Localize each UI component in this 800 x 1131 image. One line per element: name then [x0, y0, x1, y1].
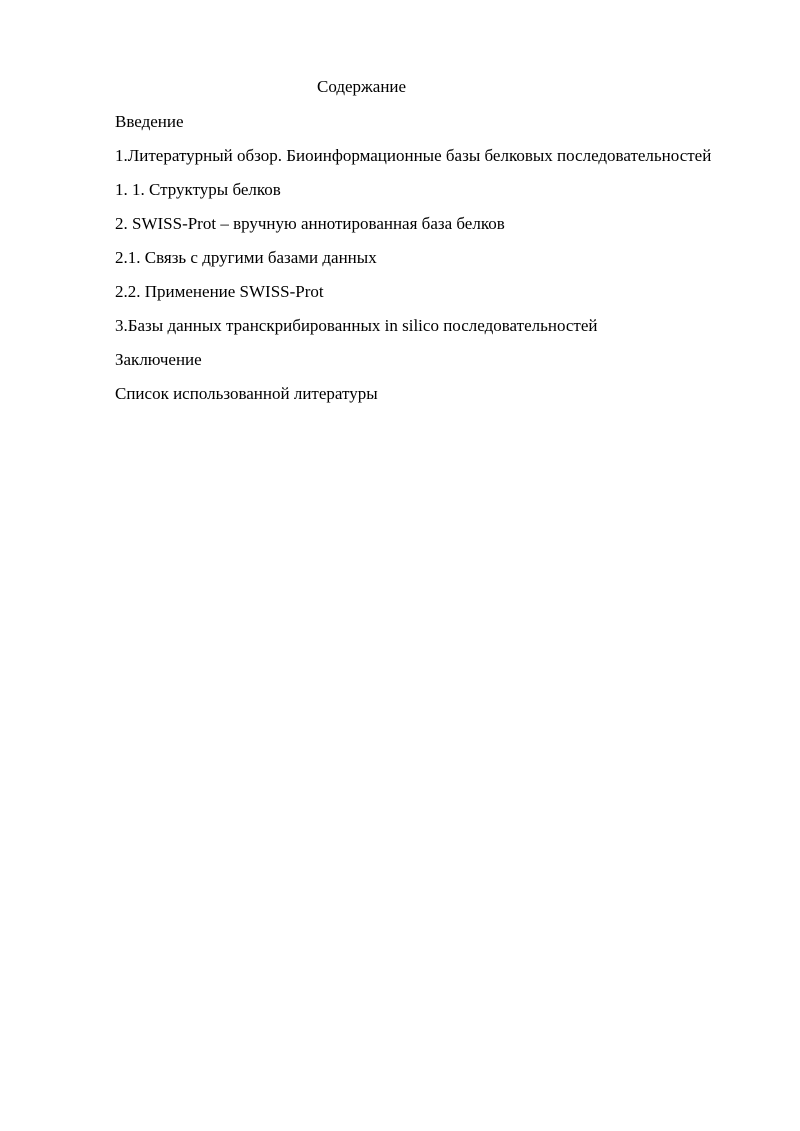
toc-entry-swiss-prot-usage: 2.2. Применение SWISS-Prot — [115, 282, 324, 301]
toc-entry-in-silico-databases: 3.Базы данных транскрибированных in silico последовательностей — [115, 316, 598, 335]
table-of-contents — [115, 76, 743, 416]
toc-entry-references: Список использованной литературы — [115, 384, 378, 403]
toc-entry-literature-review: 1.Литературный обзор. Биоинформационные базы белковых последовательностей — [115, 146, 712, 165]
toc-title: Содержание — [317, 77, 407, 96]
toc-entry-protein-structures: 1. 1. Структуры белков — [115, 180, 281, 199]
toc-entry-introduction: Введение — [115, 112, 184, 131]
toc-entry-conclusion: Заключение — [115, 350, 202, 369]
toc-entry-links-to-databases: 2.1. Связь с другими базами данных — [115, 248, 377, 267]
toc-entry-swiss-prot: 2. SWISS-Prot – вручную аннотированная база белков — [115, 214, 505, 233]
